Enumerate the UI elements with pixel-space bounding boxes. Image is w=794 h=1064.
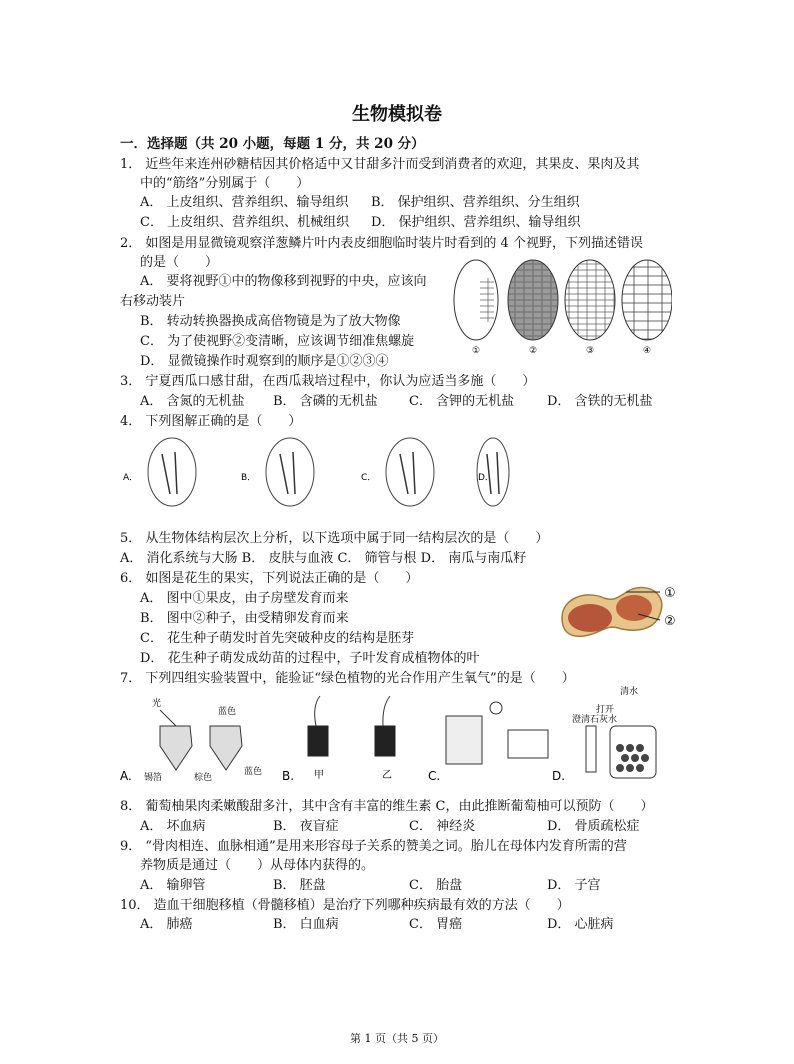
peanut-figure	[556, 578, 686, 648]
q7-fig-label-d: D.	[552, 769, 566, 783]
q1-option-d: D． 保护组织、营养组织、输导组织	[371, 215, 581, 230]
section-heading: 一．选择题（共 20 小题，每题 1 分，共 20 分）	[120, 136, 425, 152]
q1-stem: 1． 近些年来连州砂糖桔因其价格适中又甘甜多汁而受到消费者的欢迎，其果皮、果肉及其	[120, 157, 640, 172]
q6-option-a: A． 图中①果皮，由子房壁发育而来	[140, 591, 349, 606]
q1-option-b: B． 保护组织、营养组织、分生组织	[371, 195, 580, 210]
q2-stem: 2． 如图是用显微镜观察洋葱鳞片叶内表皮细胞临时装片时看到的 4 个视野，下列描述错误	[120, 236, 643, 251]
cell-diagram-a	[148, 438, 196, 506]
q2-stem-cont: 的是（ ）	[140, 255, 219, 270]
peanut-label-2: ②	[664, 614, 676, 629]
q9-option-a: A． 输卵管	[140, 878, 206, 893]
q9-option-d: D． 子宫	[547, 878, 601, 893]
q10-option-b: B． 白血病	[273, 917, 339, 932]
q2-option-a-cont: 右移动装片	[120, 294, 186, 309]
q10-stem: 10． 造血干细胞移植（骨髓移植）是治疗下列哪种疾病最有效的方法（ ）	[120, 898, 570, 913]
field-label-1: ①	[471, 346, 481, 356]
q6-option-b: B． 图中②种子，由受精卵发育而来	[140, 611, 349, 626]
q2-option-b: B． 转动转换器换成高倍物镜是为了放大物像	[140, 314, 401, 329]
peanut-seed-1	[568, 604, 612, 632]
jar-jia	[308, 726, 328, 756]
q4-fig-label-a: A．	[123, 473, 139, 483]
q3-option-c: C． 含钾的无机盐	[409, 394, 515, 409]
fig-b-yi: 乙	[382, 770, 392, 781]
q7-fig-label-c: C.	[428, 769, 441, 783]
cell-diagram-b	[266, 438, 314, 506]
fig-a-blue1: 蓝色	[218, 707, 237, 717]
q7-fig-label-b: B.	[282, 769, 295, 783]
page-title: 生物模拟卷	[352, 104, 442, 125]
field-label-2: ②	[528, 346, 538, 356]
leaf-1	[160, 726, 192, 770]
sun-icon	[490, 702, 502, 714]
fig-d-open: 打开	[596, 705, 615, 715]
chromosome-diagrams-figure	[120, 434, 520, 514]
q10-option-d: D． 心脏病	[547, 917, 614, 932]
q3-option-a: A． 含氮的无机盐	[140, 394, 245, 409]
field-4	[622, 260, 672, 340]
q4-stem: 4． 下列图解正确的是（ ）	[120, 414, 302, 429]
q8-option-b: B． 夜盲症	[273, 819, 339, 834]
q8-stem: 8． 葡萄柚果肉柔嫩酸甜多汁，其中含有丰富的维生素 C，由此推断葡萄柚可以预防（ ）	[120, 799, 654, 814]
fig-d-lime: 澄清石灰水	[572, 715, 618, 725]
q2-option-a: A． 要将视野①中的物像移到视野的中央，应该向	[140, 274, 427, 289]
q10-option-a: A． 肺癌	[140, 917, 193, 932]
photosynthesis-apparatus-figure	[120, 686, 680, 786]
peanut-label-1: ①	[664, 586, 676, 601]
fig-a-blue2: 蓝色	[244, 767, 263, 777]
q2-option-c: C． 为了使视野②变清晰，应该调节细准焦螺旋	[140, 334, 415, 349]
microscope-fields-figure	[452, 258, 672, 358]
fig-a-foil: 锡箔	[144, 773, 163, 783]
q3-stem: 3． 宁夏西瓜口感甘甜，在西瓜栽培过程中，你认为应适当多施（ ）	[120, 374, 536, 389]
lime-water-tube	[586, 726, 596, 772]
cell-diagram-c	[386, 438, 434, 506]
q4-fig-label-b: B．	[241, 473, 257, 483]
q4-fig-label-c: C．	[361, 473, 377, 483]
q9-option-b: B． 胚盘	[273, 878, 326, 893]
test-tubes	[508, 730, 548, 758]
q8-option-d: D． 骨质疏松症	[547, 819, 640, 834]
q1-option-a: A． 上皮组织、营养组织、输导组织	[140, 195, 349, 210]
q4-fig-label-d: D．	[478, 473, 494, 483]
cell-diagram-d	[477, 438, 509, 506]
fig-b-jia: 甲	[314, 770, 324, 781]
page-number: 第 1 页（共 5 页）	[350, 1032, 444, 1045]
field-3	[565, 260, 615, 340]
q8-option-a: A． 坏血病	[140, 819, 206, 834]
q8-option-c: C． 神经炎	[409, 819, 476, 834]
q6-option-d: D． 花生种子萌发成幼苗的过程中，子叶发育成植物体的叶	[140, 651, 480, 666]
q9-option-c: C． 胎盘	[409, 878, 463, 893]
jar-yi	[375, 726, 395, 756]
field-label-4: ④	[642, 346, 652, 356]
q6-stem: 6． 如图是花生的果实，下列说法正确的是（ ）	[120, 571, 419, 586]
fig-a-light: 光	[152, 699, 162, 709]
q9-stem: 9． “骨肉相连、血脉相通”是用来形容母子关系的赞美之词。胎儿在母体内发育所需的营	[120, 839, 627, 854]
field-2	[508, 260, 558, 340]
bell-jar	[446, 716, 482, 764]
q3-option-d: D． 含铁的无机盐	[547, 394, 653, 409]
field-label-3: ③	[585, 346, 595, 356]
q1-stem-cont: 中的“筋络”分别属于（ ）	[140, 176, 310, 191]
q5-options: A． 消化系统与大肠 B． 皮肤与血液 C． 筛管与根 D． 南瓜与南瓜籽	[120, 551, 527, 566]
q7-stem: 7． 下列四组实验装置中，能验证“绿色植物的光合作用产生氧气”的是（ ）	[120, 671, 575, 686]
fig-a-brown: 棕色	[194, 773, 213, 783]
q9-stem-cont: 养物质是通过（ ）从母体内获得的。	[140, 858, 375, 873]
q5-stem: 5． 从生物体结构层次上分析，以下选项中属于同一结构层次的是（ ）	[120, 531, 549, 546]
peanut-seed-2	[616, 595, 652, 621]
q7-fig-label-a: A.	[120, 769, 132, 783]
q6-option-c: C． 花生种子萌发时首先突破种皮的结构是胚芽	[140, 631, 415, 646]
leaf-2	[210, 726, 242, 770]
q1-option-c: C． 上皮组织、营养组织、机械组织	[140, 215, 350, 230]
fig-d-water: 清水	[620, 687, 639, 697]
q10-option-c: C． 胃癌	[409, 917, 463, 932]
q3-option-b: B． 含磷的无机盐	[273, 394, 378, 409]
q2-option-d: D． 显微镜操作时观察到的顺序是①②③④	[140, 354, 389, 369]
